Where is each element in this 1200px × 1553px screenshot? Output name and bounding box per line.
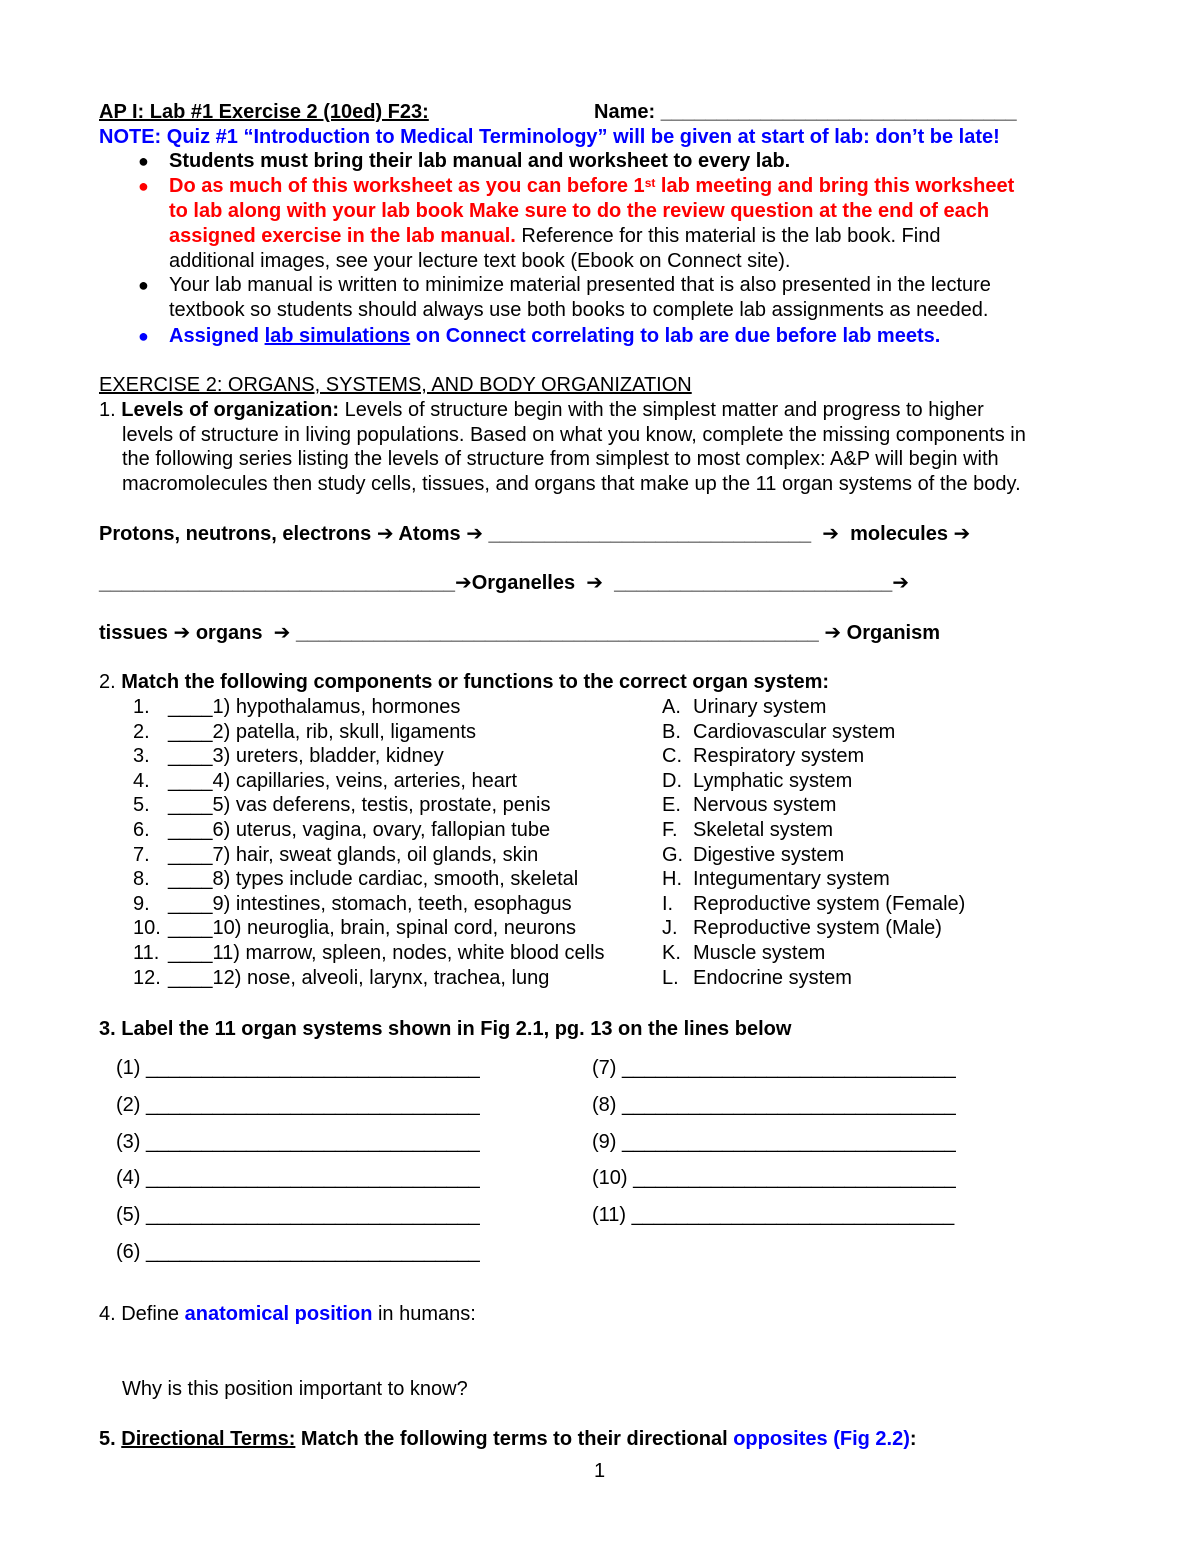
q2-item-text: ____6) uterus, vagina, ovary, fallopian tube xyxy=(168,819,551,841)
q1-line4: macromolecules then study cells, tissues, and organs that make up the 11 organ systems of the body. xyxy=(122,473,1021,495)
q2-system-letter: K. xyxy=(662,942,681,964)
q1-text: Levels of structure begin with the simplest matter and progress to higher xyxy=(339,399,984,421)
q3-label-line: (6) ______________________________ xyxy=(116,1241,480,1263)
q5-line xyxy=(99,1427,917,1451)
level-organism: Organism xyxy=(846,622,941,644)
q3-label-line: (4) ______________________________ xyxy=(116,1167,480,1190)
arrow-icon: ➔ xyxy=(273,622,291,644)
q2-system-letter: H. xyxy=(662,868,682,891)
bullet-manual-line2: textbook so students should always use both books to complete lab assignments as needed. xyxy=(169,299,989,321)
q2-system-name: Cardiovascular system xyxy=(693,720,896,743)
q2-item-number: 12. xyxy=(133,966,161,989)
q2-system-name: Lymphatic system xyxy=(693,769,853,792)
q2-system-name: Endocrine system xyxy=(693,966,852,989)
level-organs: organs xyxy=(195,622,263,644)
level-blank-1: _____________________________ xyxy=(488,523,812,545)
bullet-worksheet-text: Do as much of this worksheet as you can before 1 xyxy=(169,175,645,197)
q2-prompt: Match the following components or functions to the correct organ system: xyxy=(121,671,830,693)
arrow-icon: ➔ xyxy=(824,622,842,644)
q2-item-number: 2. xyxy=(133,720,150,743)
q2-item-number: 9. xyxy=(133,892,150,915)
arrow-icon: ➔ xyxy=(454,572,472,594)
bullet-worksheet-red: assigned exercise in the lab manual. xyxy=(169,225,516,247)
q4-pre: 4. Define xyxy=(99,1303,185,1325)
simulations-pre: Assigned xyxy=(169,325,265,347)
q2-system-letter: L. xyxy=(662,966,679,989)
bullet-worksheet-black: Reference for this material is the lab book. Find xyxy=(515,225,941,247)
bullet-worksheet-line2: to lab along with your lab book Make sure to do the review question at the end of each xyxy=(169,200,990,222)
q4-term: anatomical position xyxy=(184,1303,373,1325)
q4-line xyxy=(99,1302,476,1326)
q5-mid: Match the following terms to their directional xyxy=(295,1428,734,1450)
q1-line3: the following series listing the levels of structure from simplest to most complex: A&P will begin with xyxy=(122,448,999,470)
bullet-worksheet-text-post: lab meeting and bring this worksheet xyxy=(655,175,1015,197)
q2-item-text: ____11) marrow, spleen, nodes, white blood cells xyxy=(168,942,605,964)
level-tissues: tissues xyxy=(99,622,168,644)
q2-system-letter: A. xyxy=(662,696,681,718)
arrow-icon: ➔ xyxy=(586,572,603,594)
q2-item-text: ____1) hypothalamus, hormones xyxy=(168,696,461,718)
bullet-simulations xyxy=(169,324,940,348)
q3-label-line: (2) ______________________________ xyxy=(116,1093,480,1116)
q2-system-letter: F. xyxy=(662,819,678,841)
bullet-worksheet-line3 xyxy=(169,224,940,248)
q2-system-letter: I. xyxy=(662,892,674,915)
q3-prompt: 3. Label the 11 organ systems shown in Fig 2.1, pg. 13 on the lines below xyxy=(99,1018,792,1040)
q2-system-letter: J. xyxy=(662,917,678,940)
q5-number: 5. xyxy=(99,1428,116,1450)
level-molecules: molecules xyxy=(850,523,948,545)
arrow-icon: ➔ xyxy=(822,523,840,545)
bullet-bring-manual: Students must bring their lab manual and worksheet to every lab. xyxy=(169,150,791,172)
q3-label-line: (7) ______________________________ xyxy=(592,1057,956,1079)
q2-item-text: ____7) hair, sweat glands, oil glands, skin xyxy=(168,843,539,866)
bullet-dot: ● xyxy=(138,326,149,346)
name-line xyxy=(594,100,1017,124)
q3-label-line: (9) ______________________________ xyxy=(592,1130,956,1153)
q2-system-name: Digestive system xyxy=(693,843,845,866)
q2-item-text: ____8) types include cardiac, smooth, skeletal xyxy=(168,868,579,891)
q2-item-text: ____2) patella, rib, skull, ligaments xyxy=(168,720,476,743)
q2-item-text: ____5) vas deferens, testis, prostate, penis xyxy=(168,794,551,817)
q2-item-number: 10. xyxy=(133,917,161,940)
course-title-text: AP I: Lab #1 Exercise 2 (10ed) F23: xyxy=(99,101,429,123)
q3-label-line: (3) ______________________________ xyxy=(116,1130,480,1153)
quiz-note: NOTE: Quiz #1 “Introduction to Medical Terminology” will be given at start of lab: don’t be late! xyxy=(99,126,1000,148)
q4-post: in humans: xyxy=(372,1303,476,1325)
q1-line1 xyxy=(99,398,984,422)
simulations-post: on Connect correlating to lab are due before lab meets. xyxy=(410,325,941,347)
q2-item-text: ____3) ureters, bladder, kidney xyxy=(168,745,444,768)
arrow-icon: ➔ xyxy=(466,523,483,545)
q2-item-number: 1. xyxy=(133,696,150,718)
q2-system-letter: G. xyxy=(662,843,684,866)
q2-system-name: Reproductive system (Female) xyxy=(693,892,966,915)
levels-row-1 xyxy=(99,522,970,546)
q2-item-text: ____10) neuroglia, brain, spinal cord, neurons xyxy=(168,917,577,940)
q2-system-name: Integumentary system xyxy=(693,868,890,891)
q2-item-number: 6. xyxy=(133,819,150,841)
course-title xyxy=(99,100,429,124)
q2-system-letter: B. xyxy=(662,720,681,743)
q4-why: Why is this position important to know? xyxy=(122,1378,468,1400)
q5-title: Directional Terms: xyxy=(121,1428,296,1450)
levels-row-3 xyxy=(99,621,940,645)
bullet-worksheet-line4: additional images, see your lecture text book (Ebook on Connect site). xyxy=(169,250,791,272)
q3-label-line: (5) ______________________________ xyxy=(116,1204,480,1227)
q2-system-name: Skeletal system xyxy=(693,819,834,841)
bullet-worksheet-line1 xyxy=(169,174,1014,198)
name-label: Name: xyxy=(594,101,656,123)
level-protons: Protons, neutrons, electrons xyxy=(99,523,372,545)
q1-line2: levels of structure in living populations. Based on what you know, complete the missing components in xyxy=(122,424,1026,446)
level-atoms: Atoms xyxy=(398,523,461,545)
q3-label-line: (8) ______________________________ xyxy=(592,1093,956,1116)
arrow-icon: ➔ xyxy=(953,523,971,545)
q2-system-name: Muscle system xyxy=(693,942,826,964)
q2-item-text: ____12) nose, alveoli, larynx, trachea, lung xyxy=(168,966,550,989)
level-blank-3: _________________________ xyxy=(614,572,893,594)
q2-system-letter: E. xyxy=(662,794,681,817)
page-number: 1 xyxy=(594,1460,606,1482)
q3-label-line: (10) _____________________________ xyxy=(592,1167,956,1190)
q2-item-number: 4. xyxy=(133,769,150,792)
q2-system-name: Reproductive system (Male) xyxy=(693,917,942,940)
ordinal-suffix: st xyxy=(644,176,656,190)
level-blank-2: ________________________________ xyxy=(99,572,455,594)
level-blank-4: _______________________________________________ xyxy=(295,622,819,644)
q2-item-number: 11. xyxy=(133,942,160,964)
lab-simulations-link[interactable]: lab simulations xyxy=(264,325,411,347)
q3-label-line: (11) _____________________________ xyxy=(592,1204,955,1227)
q2-prompt-line xyxy=(99,670,829,694)
bullet-dot: ● xyxy=(138,275,149,295)
q2-number: 2. xyxy=(99,671,116,693)
exercise-title: EXERCISE 2: ORGANS, SYSTEMS, AND BODY ORGANIZATION xyxy=(99,374,692,396)
bullet-dot: ● xyxy=(138,176,149,196)
q5-opposites: opposites (Fig 2.2) xyxy=(733,1428,910,1450)
q2-item-number: 8. xyxy=(133,868,150,891)
q2-system-letter: C. xyxy=(662,745,682,768)
arrow-icon: ➔ xyxy=(892,572,909,594)
q1-heading: Levels of organization: xyxy=(121,399,340,421)
name-blank: ________________________________ xyxy=(660,101,1017,123)
q2-item-text: ____9) intestines, stomach, teeth, esophagus xyxy=(168,892,572,915)
q2-system-name: Nervous system xyxy=(693,794,837,817)
q2-item-number: 3. xyxy=(133,745,150,768)
q5-colon: : xyxy=(909,1428,917,1450)
q2-system-name: Respiratory system xyxy=(693,745,865,768)
q2-item-number: 7. xyxy=(133,843,150,866)
arrow-icon: ➔ xyxy=(376,523,394,545)
q2-item-number: 5. xyxy=(133,794,150,817)
arrow-icon: ➔ xyxy=(173,622,191,644)
q2-item-text: ____4) capillaries, veins, arteries, heart xyxy=(168,769,518,792)
bullet-dot: ● xyxy=(138,151,149,171)
q2-system-letter: D. xyxy=(662,769,682,792)
q3-label-line: (1) ______________________________ xyxy=(116,1057,480,1079)
bullet-manual-line1: Your lab manual is written to minimize material presented that is also presented in the lecture xyxy=(169,274,991,296)
level-organelles: Organelles xyxy=(471,572,576,594)
q1-number: 1. xyxy=(99,399,116,421)
levels-row-2 xyxy=(99,571,909,595)
q2-system-name: Urinary system xyxy=(693,696,827,718)
